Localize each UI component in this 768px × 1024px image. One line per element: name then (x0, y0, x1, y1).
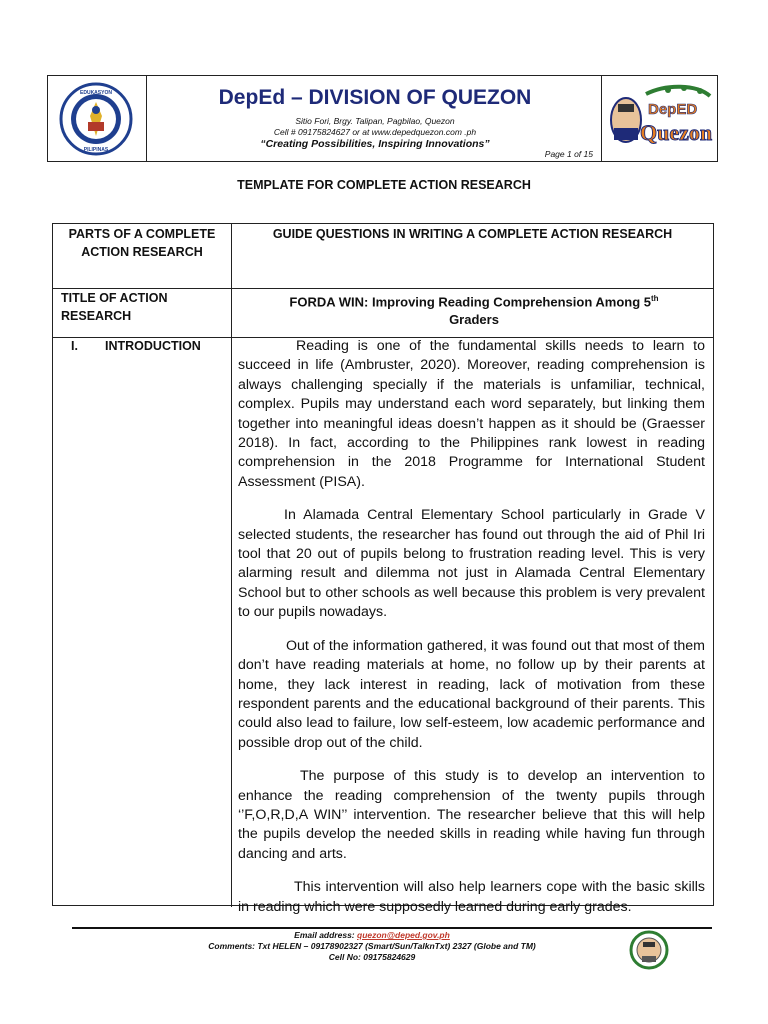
email-label: Email address: (294, 930, 357, 940)
seal-cell (48, 76, 147, 161)
research-title (243, 290, 705, 329)
page-number: Page 1 of 15 (544, 149, 593, 159)
svg-text:PILIPINAS: PILIPINAS (83, 147, 109, 153)
address-block (146, 116, 604, 138)
header-parts: PARTS OF A COMPLETE ACTION RESEARCH (68, 227, 216, 259)
footer-seal-icon (628, 930, 670, 970)
footer-rule (72, 927, 712, 929)
section-introduction (71, 339, 201, 353)
letterhead (47, 75, 718, 162)
logo-deped-text: DepED (648, 101, 698, 118)
research-title-main: FORDA WIN: Improving Reading Comprehension Among 5 (289, 294, 652, 310)
paragraph: This intervention will also help learners cope with the basic skills in reading which were supposedly learned during early grades. (238, 879, 705, 915)
deped-quezon-logo-icon (606, 84, 714, 154)
org-title: DepEd – DIVISION OF QUEZON (218, 86, 532, 109)
introduction-body (238, 337, 705, 931)
svg-text:EDUKASYON: EDUKASYON (80, 90, 112, 96)
logo-cell (601, 76, 717, 161)
paragraph: The purpose of this study is to develop an intervention to enhance the reading comprehension of the twenty pupils through ‘’F,O,R,D,A WIN’’ intervention. The researcher believe that this will help the pupils develop the needed skills in reading while having fun through dancing and arts. (238, 768, 705, 862)
header-guide-questions: GUIDE QUESTIONS IN WRITING A COMPLETE ACTION RESEARCH (272, 227, 673, 241)
deped-seal-icon (58, 82, 134, 156)
research-title-sup: th (651, 294, 659, 303)
paragraph: Out of the information gathered, it was found out that most of them don’t have reading materials at home, no follow up by their parents at home, they lack interest in reading, lack of motivation from these respondent parents and the educational background of their parents. This could also lead to failure, low self-esteem, low academic performance and possible drop out of the child. (238, 637, 705, 751)
paragraph: In Alamada Central Elementary School particularly in Grade V selected students, the researcher has found out through the aid of Phil Iri tool that 20 out of pupils belong to frustration reading level. This is very alarming result and dilemma not just in Alamada Central Elementary School but to other schools as well because this problem is very prevalent to our pupils nowadays. (238, 507, 705, 621)
motto: “Creating Possibilities, Inspiring Innovations” (260, 138, 490, 150)
section-label: INTRODUCTION (105, 339, 201, 353)
email-link[interactable]: quezon@deped.gov.ph (357, 930, 450, 940)
title-label: TITLE OF ACTION RESEARCH (61, 291, 168, 323)
section-number: I. (71, 339, 78, 353)
paragraph: Reading is one of the fundamental skills needs to learn to succeed in life (Ambruster, 2020). Moreover, reading comprehension is always challenging specially if the materials is unfamiliar, technical, complex. Pupils may understand each word separately, but linking them together into meaningful ideas doesn’t happen as it should be (Graesser 2018). In fact, according to the Philippines rank lowest in reading comprehension in the 2018 Programme for International Student Assessment (PISA). (238, 338, 705, 490)
footer-cell: Cell No: 09175824629 (328, 952, 416, 962)
column-divider (231, 224, 232, 907)
logo-quezon-text: Quezon (640, 120, 713, 145)
research-title-end: Graders (449, 312, 499, 328)
document-title: TEMPLATE FOR COMPLETE ACTION RESEARCH (237, 178, 531, 192)
footer-comments: Comments: Txt HELEN – 09178902327 (Smart/Sun/TalknTxt) 2327 (Globe and TM) (208, 941, 536, 951)
address-line: Sitio Fori, Brgy. Talipan, Pagbilao, Quezon (295, 116, 455, 126)
research-template-table (52, 223, 714, 915)
contact-line: Cell # 09175824627 or at www.depedquezon.com .ph (273, 127, 477, 137)
footer-email-line (72, 930, 672, 941)
